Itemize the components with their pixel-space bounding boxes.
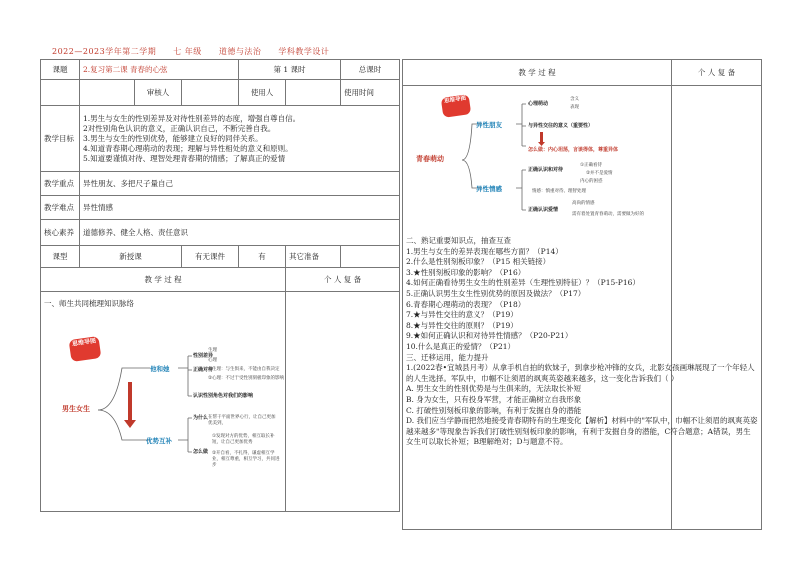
process-label-right: 教 学 过 程 bbox=[403, 60, 672, 86]
type-label: 课型 bbox=[41, 246, 80, 268]
left-leaf: 生理 bbox=[208, 348, 217, 353]
header-grade: 七 年级 bbox=[173, 47, 202, 56]
difficult-label: 教学难点 bbox=[41, 196, 80, 220]
header-subject: 道德与法治 bbox=[218, 47, 262, 56]
right-b2a: 正确认识和对待 bbox=[528, 167, 564, 173]
exercise-stem: 1.(2022春•宜城县月考）从拿手机自拍的软妹子，到拿步枪冲锋的女兵，北影女孩画琳展现了一个年轻人的人生选择。军队中，巾帼不让须眉的飒爽英姿越来越多，这一变化告诉我们（ ） bbox=[406, 363, 755, 383]
key-value: 异性朋友、多把尺子量自己 bbox=[80, 172, 400, 196]
literacy-label: 核心素养 bbox=[41, 220, 80, 246]
right-leaf: 表现 bbox=[570, 105, 579, 110]
question-item: 10.什么是真正的爱情？（P21） bbox=[406, 341, 516, 351]
objective-item: 3.男生与女生的性别优势，能够建立良好的同伴关系。 bbox=[83, 133, 263, 143]
page-header bbox=[52, 46, 343, 57]
left-leaf: 在帮干平面世界心行，让自己更加优美到， bbox=[208, 415, 276, 426]
other-label: 其它准备 bbox=[286, 246, 341, 268]
right-leaf: 含义 bbox=[570, 97, 579, 102]
right-branch-1: 异性朋友 bbox=[476, 121, 502, 129]
difficult-value: 异性情感 bbox=[80, 196, 400, 220]
right-mindmap bbox=[410, 96, 670, 228]
option-item: C. 打破性别刻板印象的影响，有利于发掘自身的潜能 bbox=[406, 405, 582, 415]
personal-label-left: 个 人 复 备 bbox=[286, 268, 400, 292]
left-leaf: ②开自看，不扎得，谦虚相互学业，相互尊重，相互学习，共同进步 bbox=[212, 451, 280, 468]
right-leaf: 高尚的情感 bbox=[572, 201, 595, 206]
key-label: 教学重点 bbox=[41, 172, 80, 196]
period-label: 第 1 课时 bbox=[239, 60, 341, 80]
left-branch-1: 他和她 bbox=[150, 365, 170, 373]
right-badge: 思维导图 bbox=[441, 94, 472, 118]
courseware-value: 有 bbox=[239, 246, 286, 268]
section3-heading: 三、迁移运用，能力提升 bbox=[406, 352, 489, 362]
topic-label: 课题 bbox=[41, 60, 80, 80]
left-leaf: ①发现对方的优势，相互取长补短，让自己更加优秀 bbox=[212, 434, 275, 445]
exercise-analysis: D. 我们应当学静而把然地接受青春期特有的生理变化【解析】材料中的"军队中，巾帼不让须眉的飒爽英姿越来越多"等现象告诉我们打破性别刻板印象的影响，有利于发掘自身的潜能，C符合题意；A错误，男生女生可以取长补短；B理解绝对；D与题意不符。 bbox=[406, 416, 758, 447]
left-b1b: 正确对待 bbox=[193, 367, 214, 373]
topic-value: 2.复习第二课 青春的心弦 bbox=[80, 60, 239, 80]
left-b2b: 怎么做 bbox=[193, 449, 209, 455]
question-item: 3.★性别刻板印象的影响？（P16） bbox=[406, 267, 526, 277]
section2-heading: 二、熟记重要知识点，抽查互查 bbox=[406, 236, 511, 245]
header-year: 2022—2023学年第二学期 bbox=[52, 47, 157, 56]
left-b2a: 为什么 bbox=[193, 415, 209, 421]
right-root: 青春萌动 bbox=[416, 155, 444, 163]
section1-heading: 一、师生共同梳理知识脉络 bbox=[44, 299, 134, 308]
left-badge: 思维导图 bbox=[69, 336, 102, 362]
right-leaf: 需有着处置青春萌动，需要做为好的 bbox=[572, 212, 644, 217]
question-item: 6.青春期心理萌动的表现？（P18） bbox=[406, 299, 526, 309]
left-branch-2: 优势互补 bbox=[146, 437, 172, 445]
time-label: 使用时间 bbox=[341, 80, 400, 106]
right-b1c: 怎么做：内心坦荡，言谈得体，尊重异体 bbox=[528, 147, 619, 153]
objective-item: 1.男生与女生的性别差异及对待性别差异的态度，增强自尊自信。 bbox=[83, 113, 301, 123]
right-b2b: 正确认识爱情 bbox=[528, 207, 559, 213]
type-value: 新授课 bbox=[80, 246, 182, 268]
left-mindmap bbox=[60, 338, 300, 498]
total-label: 总课时 bbox=[341, 60, 400, 80]
courseware-label: 有无课件 bbox=[182, 246, 239, 268]
user-label: 使用人 bbox=[239, 80, 286, 106]
review-section bbox=[406, 236, 758, 448]
process-label-left: 教 学 过 程 bbox=[41, 268, 286, 292]
option-item: B. 身为女生，只有投身军营，才能正确树立自我形象 bbox=[406, 394, 582, 404]
right-branch-2: 异性情感 bbox=[476, 185, 502, 193]
question-item: 7.★与异性交往的意义？（P19） bbox=[406, 310, 518, 320]
left-leaf: ②心理：不过于受性别刻板印象的影响 bbox=[208, 376, 285, 381]
question-item: 5.正确认识男生女生性别优势的原因及做法？（P17） bbox=[406, 288, 586, 298]
right-leaf: ①正确看待 bbox=[580, 163, 603, 168]
reviewer-label: 审核人 bbox=[135, 80, 182, 106]
left-leaf: ①生理：与生俱来，不能由自我决定 bbox=[208, 367, 280, 372]
right-leaf: ②并不是爱情 bbox=[586, 171, 613, 176]
objective-item: 2对性别角色认识的意义，正确认识自己，不断完善自我。 bbox=[83, 123, 276, 133]
objectives-list bbox=[80, 106, 400, 172]
objectives-label: 教学目标 bbox=[41, 106, 80, 172]
objective-item: 5.知道要谨慎对待、理智处理青春期的情感；了解真正的爱情 bbox=[83, 153, 286, 163]
left-root: 男生女生 bbox=[62, 405, 90, 413]
right-b1b: 与异性交往的意义（重要性） bbox=[528, 123, 594, 129]
question-item: 4.如何正确看待男生女生的性别差异（生理性别特征）？（P15-P16） bbox=[406, 278, 640, 288]
literacy-value: 道德修养、健全人格、责任意识 bbox=[80, 220, 400, 246]
question-item: 9.★如何正确认识和对待异性情感？（P20-P21） bbox=[406, 331, 573, 341]
left-b1c: 认识性别角色对我们的影响 bbox=[193, 393, 254, 399]
personal-label-right: 个 人 复 备 bbox=[672, 60, 762, 86]
left-leaf: 心理 bbox=[208, 358, 217, 363]
option-item: A. 男生女生的性别优势是与生俱来的，无法取长补短 bbox=[406, 384, 582, 394]
header-doc-type: 学科教学设计 bbox=[278, 47, 330, 56]
question-item: 2.什么是性别刻板印象？（P15 相关链接） bbox=[406, 257, 551, 267]
question-item: 1.男生与女生的差异表现在哪些方面？（P14） bbox=[406, 246, 563, 256]
objective-item: 4.知道青春期心理萌动的表现；理解与异性相处的意义和原则。 bbox=[83, 143, 293, 153]
question-item: 8.★与异性交往的原则？（P19） bbox=[406, 320, 518, 330]
right-b1a: 心理萌动 bbox=[528, 101, 549, 107]
right-leaf: 内心的困惑 bbox=[580, 179, 603, 184]
right-leaf: 情感：慎重对待、理智处理 bbox=[532, 189, 586, 194]
left-b1a: 性别差异 bbox=[193, 353, 214, 359]
